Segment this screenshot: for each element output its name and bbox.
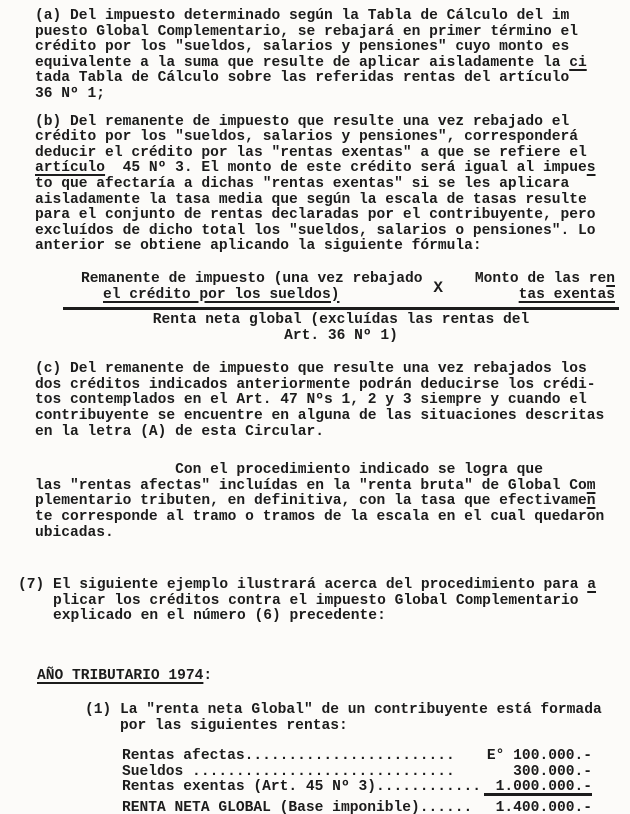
- row-amount: 1.000.000.-: [484, 780, 592, 796]
- table-row: [122, 765, 592, 781]
- paragraph-c: [35, 362, 630, 440]
- text-line: plementario tributen, en definitiva, con la tasa que efectivamen: [35, 493, 596, 510]
- text-line: (c) Del remanente de impuesto que resulte una vez rebajados los: [35, 361, 587, 378]
- formula-line: tas exentas: [518, 286, 615, 303]
- text-line: (1) La "renta neta Global" de un contribuyente está formada: [85, 702, 602, 718]
- tax-year-heading: AÑO TRIBUTARIO 1974:: [37, 668, 213, 684]
- paragraph-b: [35, 115, 630, 255]
- row-label: RENTA NETA GLOBAL (Base imponible)......: [122, 799, 473, 814]
- paragraph-7: [18, 578, 630, 625]
- text-line: artículo 45 Nº 3. El monto de este crédito será igual al impues: [35, 160, 596, 177]
- formula-line: Remanente de impuesto (una vez rebajado: [81, 270, 423, 287]
- text-line: puesto Global Complementario, se rebajará en primer término el: [35, 23, 578, 40]
- text-line: ubicadas.: [35, 524, 114, 541]
- formula-line: Monto de las ren: [474, 270, 615, 287]
- text-line: te corresponde al tramo o tramos de la escala en el cual quedaron: [35, 509, 605, 526]
- text-line: to que afectaría a dichas "rentas exentas" si se les aplicara: [35, 175, 570, 192]
- row-label: Rentas exentas (Art. 45 Nº 3)............: [122, 779, 482, 796]
- table-row-total: [122, 801, 592, 814]
- text-line: en la letra (A) de esta Circular.: [35, 423, 325, 440]
- text-line: las "rentas afectas" incluídas en la "renta bruta" de Global Com: [35, 477, 596, 494]
- text-line: 36 Nº 1;: [35, 85, 106, 102]
- formula-line: el crédito por los sueldos): [103, 286, 340, 303]
- income-table: [122, 749, 592, 814]
- row-label: Rentas afectas........................: [122, 748, 455, 765]
- text-line: (b) Del remanente de impuesto que resulte una vez rebajado el: [35, 113, 570, 130]
- text-line: Con el procedimiento indicado se logra que: [35, 462, 543, 479]
- tax-credit-formula: [63, 272, 619, 344]
- text-line: para el conjunto de rentas declaradas por el contribuyente, pero: [35, 207, 596, 224]
- paragraph-procedure-note: [35, 463, 630, 541]
- formula-numerator-right: [453, 272, 619, 303]
- table-row: [122, 780, 592, 796]
- text-line: explicado en el número (6) precedente:: [18, 608, 386, 625]
- item-1: [85, 703, 630, 734]
- text-line: excluídos de dicho total los "sueldos, salarios o pensiones". Lo: [35, 222, 596, 239]
- row-amount: 300.000.-: [513, 763, 592, 780]
- text-line: crédito por los "sueldos, salarios y pensiones", corresponderá: [35, 129, 578, 146]
- formula-denominator: [63, 313, 619, 344]
- fraction-bar: [63, 307, 619, 310]
- text-line: anterior se obtiene aplicando la siguiente fórmula:: [35, 238, 482, 255]
- formula-numerator: [63, 272, 619, 303]
- text-line: plicar los créditos contra el impuesto Global Complementario: [18, 592, 579, 609]
- text-line: dos créditos indicados anteriormente podrán deducirse los crédi-: [35, 376, 596, 393]
- formula-line: Art. 36 Nº 1): [284, 327, 398, 344]
- text-line: crédito por los "sueldos, salarios y pensiones" cuyo monto es: [35, 39, 570, 56]
- text-line: por las siguientes rentas:: [85, 717, 348, 734]
- text-line: aisladamente la tasa media que según la escala de tasas resulte: [35, 191, 587, 208]
- text-line: contribuyente se encuentre en alguna de las situaciones descritas: [35, 408, 605, 425]
- text-line: (a) Del impuesto determinado según la Tabla de Cálculo del im: [35, 8, 570, 24]
- row-amount: 1.400.000.-: [486, 801, 592, 814]
- formula-line: Renta neta global (excluídas las rentas del: [152, 312, 530, 329]
- text-line: (7) El siguiente ejemplo ilustrará acerca del procedimiento para a: [18, 577, 597, 594]
- row-label: Sueldos ..............................: [122, 763, 455, 780]
- text-line: equivalente a la suma que resulte de aplicar aisladamente la ci: [35, 54, 587, 71]
- text-line: tos contemplados en el Art. 47 Nºs 1, 2 y 3 siempre y cuando el: [35, 392, 587, 409]
- text-line: tada Tabla de Cálculo sobre las referidas rentas del artículo: [35, 70, 570, 87]
- row-amount: E° 100.000.-: [486, 748, 592, 765]
- table-row: [122, 749, 592, 765]
- text-line: deducir el crédito por las "rentas exentas" a que se refiere el: [35, 144, 587, 161]
- paragraph-a: [35, 9, 630, 103]
- formula-numerator-left: [63, 272, 433, 303]
- multiplication-sign: X: [433, 278, 443, 297]
